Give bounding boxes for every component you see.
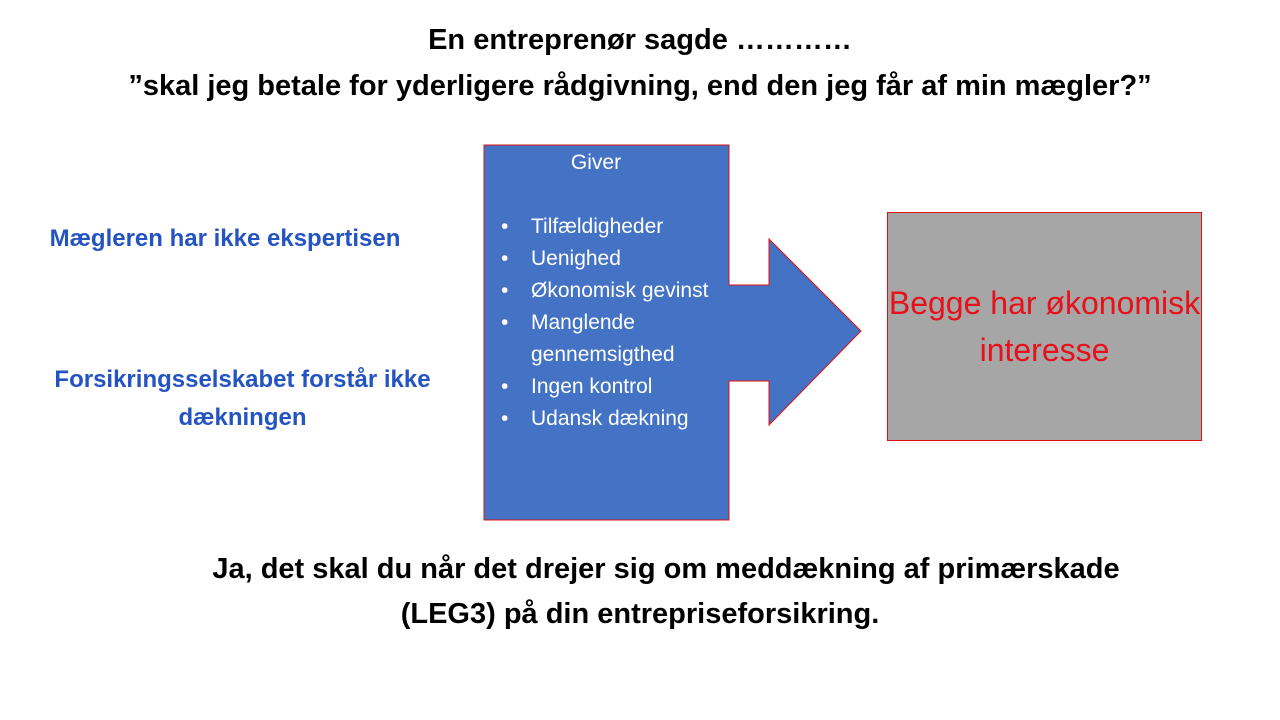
list-item: • Uenighed <box>484 243 728 275</box>
list-item: • Udansk dækning <box>484 403 728 435</box>
title-line-2: ”skal jeg betale for yderligere rådgivning, end den jeg får af min mægler?” <box>128 70 1152 102</box>
answer-line-1: Ja, det skal du når det drejer sig om meddækning af primærskade <box>212 553 1120 585</box>
note-broker-expertise: Mægleren har ikke ekspertisen <box>49 225 401 252</box>
arrow-box-header: Giver <box>570 151 622 174</box>
answer-line-2: (LEG3) på din entrepriseforsikring. <box>400 598 880 630</box>
list-item: • Manglende gennemsigthed <box>484 307 728 371</box>
result-box <box>887 212 1202 441</box>
title-line-1: En entreprenør sagde ………… <box>428 24 852 56</box>
list-item: • Økonomisk gevinst <box>484 275 728 307</box>
arrow-box-content <box>484 147 728 435</box>
result-text: Begge har økonomisk interesse <box>888 284 1201 368</box>
list-item: • Ingen kontrol <box>484 371 728 403</box>
list-item: • Tilfældigheder <box>484 211 728 243</box>
note-insurer-coverage: Forsikringsselskabet forstår ikke dækningen <box>54 366 431 431</box>
arrow-box-list <box>484 211 728 435</box>
